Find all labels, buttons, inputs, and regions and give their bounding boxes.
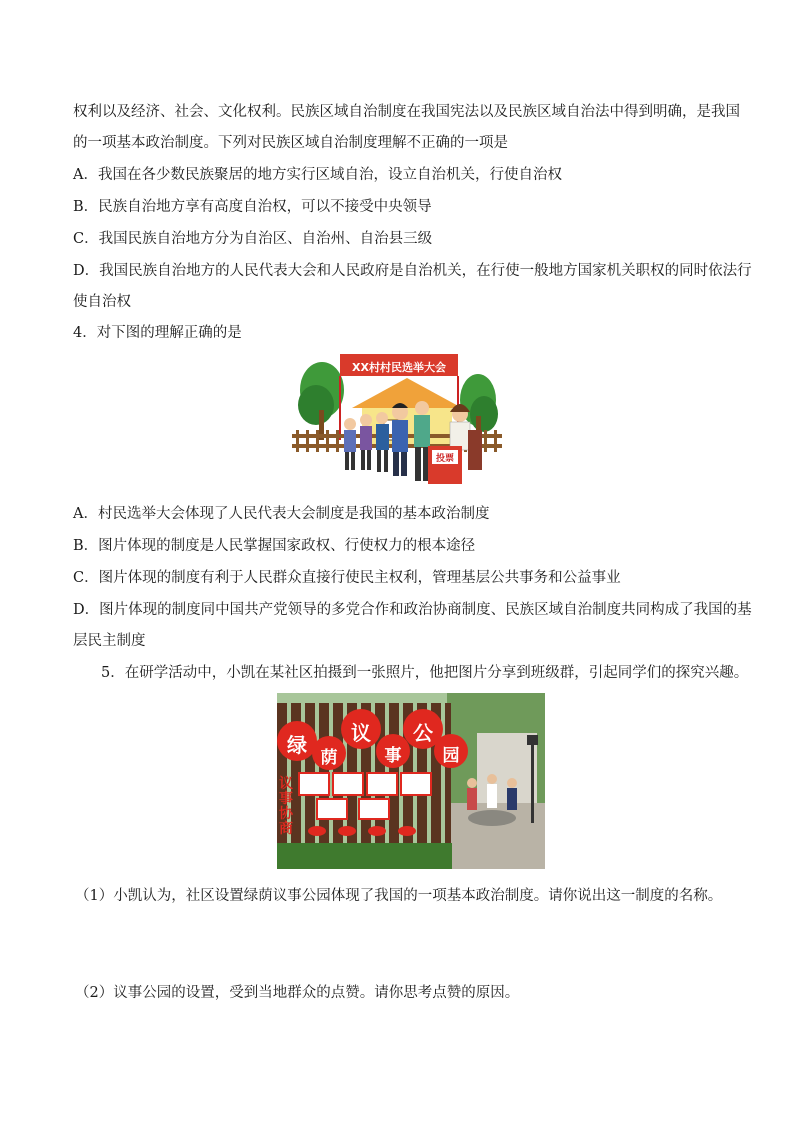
q3-stem-line1: 权利以及经济、社会、文化权利。民族区域自治制度在我国宪法以及民族区域自治法中得到明确，是我国 — [73, 104, 740, 120]
q3-option-a: A．我国在各少数民族聚居的地方实行区域自治，设立自治机关，行使自治权 — [73, 167, 562, 183]
sign-char-3: 议 — [351, 721, 371, 745]
q3-option-c: C．我国民族自治地方分为自治区、自治州、自治县三级 — [73, 231, 433, 247]
ballot-box-label: 投票 — [435, 454, 454, 464]
q5-sub2: （2）议事公园的设置，受到当地群众的点赞。请你思考点赞的原因。 — [75, 985, 520, 1001]
q5-sub1: （1）小凯认为，社区设置绿荫议事公园体现了我国的一项基本政治制度。请你说出这一制度的名称。 — [75, 888, 723, 904]
q4-option-d-line1: D．图片体现的制度同中国共产党领导的多党合作和政治协商制度、民族区域自治制度共同构成了我国的基 — [73, 602, 752, 618]
q4-option-b: B．图片体现的制度是人民掌握国家政权、行使权力的根本途径 — [73, 538, 476, 554]
sign-char-4: 事 — [384, 746, 402, 766]
sign-char-1: 绿 — [287, 733, 307, 757]
q4-option-a: A．村民选举大会体现了人民代表大会制度是我国的基本政治制度 — [73, 506, 490, 522]
banner-text: XX村村民选举大会 — [352, 361, 446, 374]
q3-option-d-line1: D．我国民族自治地方的人民代表大会和人民政府是自治机关，在行使一般地方国家机关职权的同时依法行 — [73, 263, 752, 279]
q4-option-d-line2: 层民主制度 — [73, 633, 146, 649]
q3-option-b: B．民族自治地方享有高度自治权，可以不接受中央领导 — [73, 199, 432, 215]
q3-option-d-line2: 使自治权 — [73, 294, 131, 310]
q4-stem: 4．对下图的理解正确的是 — [73, 325, 242, 341]
q5-stem: 5．在研学活动中，小凯在某社区拍摄到一张照片，他把图片分享到班级群，引起同学们的探究兴趣。 — [101, 665, 749, 681]
q4-option-c: C．图片体现的制度有利于人民群众直接行使民主权利，管理基层公共事务和公益事业 — [73, 570, 621, 586]
sign-char-5: 公 — [413, 721, 433, 745]
sign-char-2: 荫 — [320, 748, 338, 768]
village-election-illustration — [292, 350, 502, 492]
q3-stem-line2: 的一项基本政治制度。下列对民族区域自治制度理解不正确的一项是 — [73, 135, 508, 151]
community-park-photo — [277, 693, 545, 869]
sign-char-6: 园 — [442, 746, 460, 766]
sign-side-text: 议事协商 — [279, 776, 293, 837]
